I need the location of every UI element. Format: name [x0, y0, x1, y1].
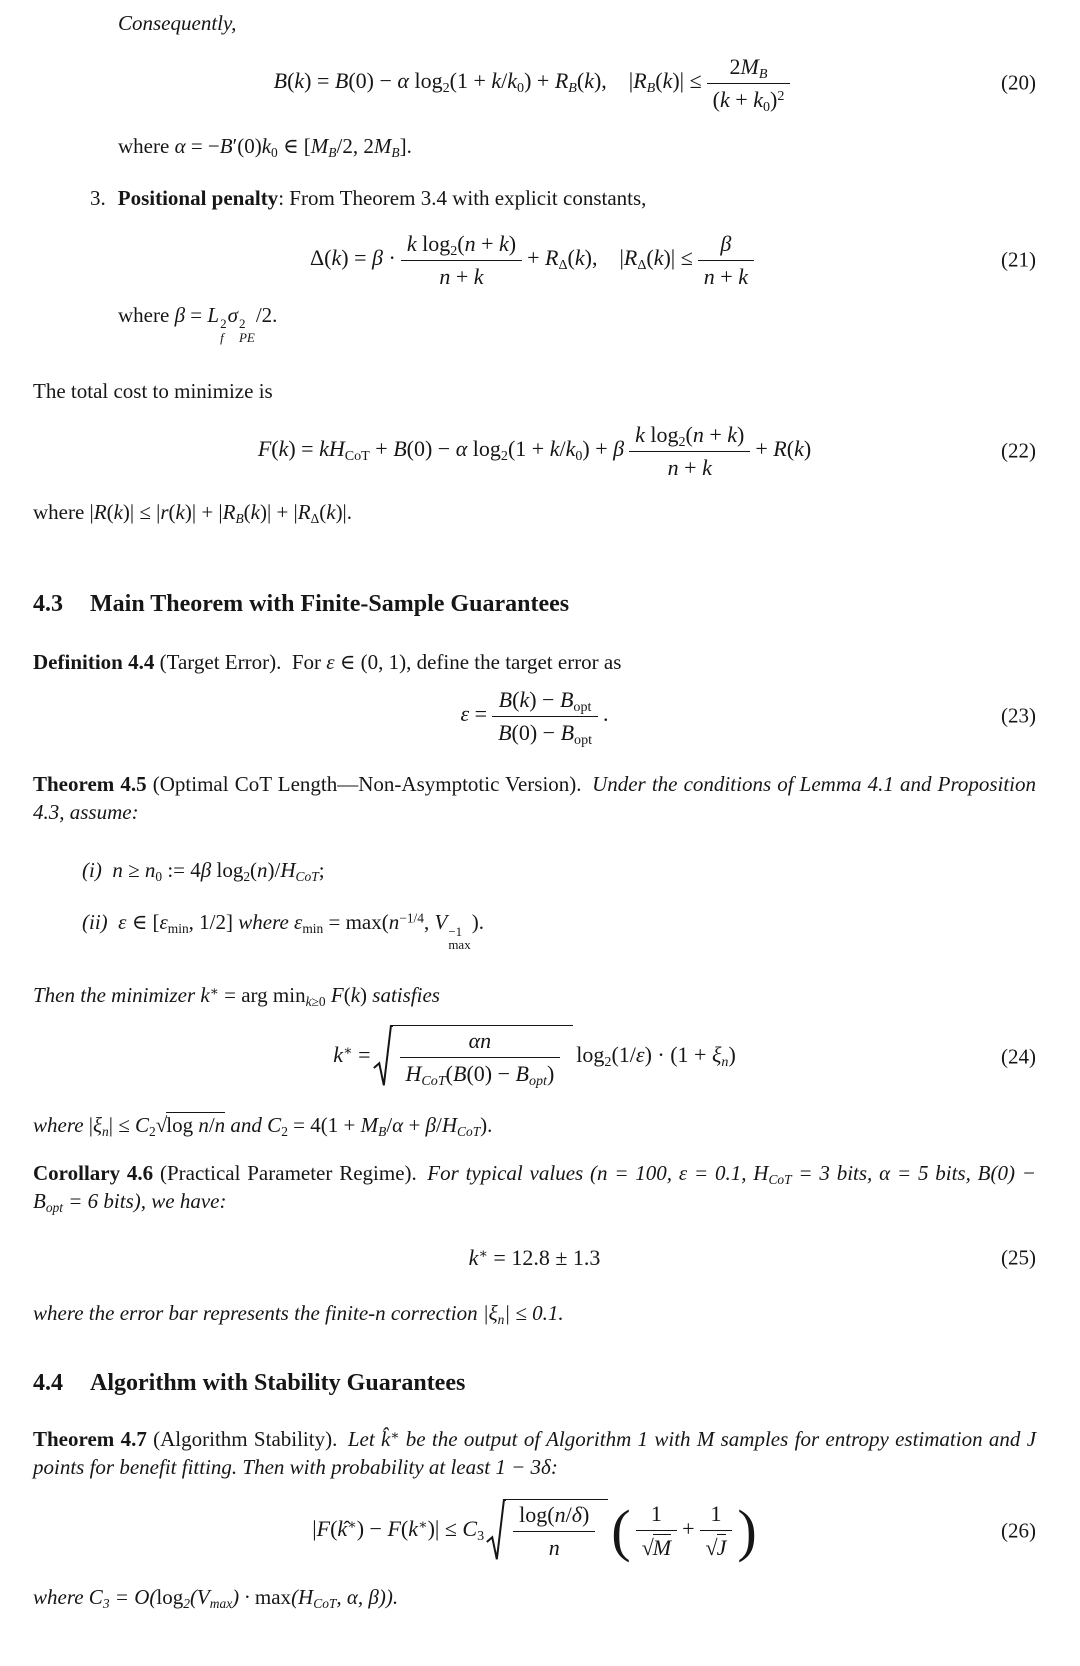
equation-number: (23)	[1001, 703, 1036, 728]
paragraph-then-minimizer: Then the minimizer k∗ = arg $\min_{k\ge 0} F(k)$ satisfies	[33, 982, 440, 1009]
fraction	[401, 231, 522, 290]
equation-26	[33, 1499, 1036, 1562]
paragraph-definition-4-4	[33, 649, 1036, 677]
fraction-denominator: $(k + k_0)^2$	[707, 83, 791, 113]
paragraph-consequently: Consequently,	[118, 11, 237, 35]
equation-25	[33, 1244, 1036, 1273]
equation-23	[33, 687, 1036, 746]
list-item-3	[90, 185, 1036, 213]
square-root	[373, 1025, 574, 1088]
math-run: .	[603, 701, 609, 727]
math-run: B(k) = B(0) − α $\log_2(1 + k/k_0) + R_B(k)$, $|R_B(k)|$ ≤	[273, 68, 702, 97]
fraction-numerator: αn	[468, 1028, 492, 1054]
section-number: 4.4	[33, 1369, 63, 1396]
math-run: $\log_2(1/\varepsilon) \cdot (1 + \xi_n)$	[576, 1041, 736, 1070]
fraction	[400, 1028, 561, 1090]
list-item-label: Positional penalty	[117, 185, 279, 210]
math-run: + R(k)	[755, 436, 812, 462]
right-paren: )	[737, 1497, 757, 1563]
square-root	[486, 1499, 608, 1562]
corollary-body: For typical values (n = 100, ε = 0.1, $H_{CoT} = 3$ bits, α = 5 bits, $B(0) - B_{opt} = 6$ bits), we have:	[33, 1161, 1036, 1215]
fraction	[700, 1501, 733, 1561]
fraction-denominator: $H_{CoT}(B(0) - B_{opt})$	[400, 1057, 561, 1087]
fraction	[513, 1502, 595, 1561]
equation-22	[33, 422, 1036, 481]
fraction	[707, 54, 791, 113]
equation-number: (20)	[1001, 70, 1036, 95]
theorem-body: Let k̂∗ be the output of Algorithm 1 with M samples for entropy estimation and J points for benefit fitting. Then with probability at least 1 − 3δ:	[33, 1426, 1037, 1479]
equation-25-body: k∗ = 12.8 ± 1.3	[468, 1245, 601, 1271]
fraction-denominator: n	[513, 1531, 595, 1561]
corollary-head: Corollary 4.6	[33, 1161, 154, 1186]
math-run: $|F(k^∗) - F(k^∗)| \le C_3$	[312, 1515, 485, 1544]
paragraph-total-cost: The total cost to minimize is	[33, 378, 273, 403]
paragraph-corollary-4-6	[33, 1160, 1036, 1216]
theorem-paren: (Optimal CoT Length—Non-Asymptotic Version).	[146, 772, 593, 797]
math-run: $F(k) = kH_{CoT} + B(0) - \alpha$ $\log_2(1 + k/k_0) + \beta$	[257, 436, 625, 465]
section-title: Main Theorem with Finite-Sample Guarantees	[90, 590, 570, 617]
paragraph-where-error-bar: where the error bar represents the finite-n correction $|\xi_n| \le 0.1$.	[33, 1300, 564, 1327]
fraction-denominator: n + k	[698, 260, 754, 290]
equation-number: (25)	[1001, 1245, 1036, 1270]
fraction-denominator: √M	[636, 1530, 677, 1561]
assumption-item-ii: (ii) ε ∈ [$\varepsilon_{min}$, 1/2] where $\varepsilon_{min} = \max(n^{-1/4}$, V −1 max ).	[82, 910, 484, 953]
math-run: +	[682, 1515, 695, 1541]
fraction-numerator: $2M_B$	[729, 53, 768, 82]
fraction-numerator: log(n/δ)	[519, 1502, 590, 1528]
equation-number: (22)	[1001, 438, 1036, 463]
fraction	[629, 422, 750, 481]
theorem-paren: (Algorithm Stability).	[146, 1426, 348, 1451]
equation-21-body	[310, 230, 759, 289]
fraction-denominator: n + k	[401, 260, 522, 290]
theorem-head: Theorem 4.5	[33, 772, 147, 797]
equation-number: (26)	[1001, 1518, 1036, 1543]
list-item-text: : From Theorem 3.4 with explicit constants,	[278, 185, 647, 210]
paragraph-where-xi: where $|\xi_n| \le C_2√\log$ n/n and $C_2 = 4(1 + M_B/\alpha + \beta/H_{CoT})$.	[33, 1113, 493, 1140]
paragraph-where-c3: where $C_3 = O(\log_2(V_{max}) \cdot \max(H_{CoT}$, α, β)).	[33, 1585, 399, 1612]
definition-head: Definition 4.4	[33, 649, 155, 674]
equation-23-body	[460, 686, 609, 748]
fraction-numerator: 1	[650, 1500, 662, 1526]
theorem-head: Theorem 4.7	[33, 1426, 147, 1451]
fraction-numerator: k $\log_2(n + k)$	[635, 421, 745, 450]
radical-icon	[373, 1025, 393, 1088]
assumption-item-i: (i) $n \ge n_0$ := 4β $\log_2(n)/H_{CoT}$;	[82, 858, 325, 885]
section-number: 4.3	[33, 590, 63, 617]
corollary-paren: (Practical Parameter Regime).	[153, 1161, 428, 1186]
math-run: k∗ =	[333, 1041, 371, 1067]
paragraph-theorem-4-7	[33, 1426, 1036, 1482]
fraction-numerator: k $\log_2(n + k)$	[406, 230, 517, 259]
fraction-denominator: $B(0) - B_{opt}$	[492, 716, 598, 746]
equation-24	[33, 1025, 1036, 1088]
list-item-number: 3.	[90, 185, 106, 210]
definition-text: (Target Error). For ε ∈ (0, 1), define the target error as	[154, 649, 622, 674]
equation-20-body	[273, 53, 796, 115]
radical-icon	[486, 1499, 506, 1562]
paragraph-where-alpha: where $\alpha = -B'(0)k_0$ ∈ [$M_B/2$, $2M_B$].	[118, 133, 412, 160]
paragraph-theorem-4-5	[33, 771, 1036, 827]
fraction	[492, 687, 598, 746]
fraction-numerator: $B(k) - B_{opt}$	[498, 686, 592, 715]
fraction	[698, 231, 754, 290]
theorem-body: Under the conditions of Lemma 4.1 and Proposition 4.3, assume:	[33, 772, 1037, 825]
fraction-numerator: 1	[710, 1500, 722, 1526]
equation-21	[33, 231, 1036, 290]
radicand	[506, 1499, 608, 1562]
fraction-denominator: n + k	[629, 451, 750, 481]
paragraph-where-r: where $|R(k)| \le |r(k)| + |R_B(k)| + |R_\Delta(k)|$.	[33, 499, 353, 526]
math-run: + $R_\Delta(k)$, $|R_\Delta(k)|$ ≤	[527, 245, 693, 274]
paragraph-where-beta: where β = L 2 f σ 2 PE /2.	[118, 302, 278, 345]
section-heading-4-3	[33, 589, 1036, 619]
math-run: Δ(k) = β ·	[310, 245, 396, 271]
radicand	[393, 1025, 574, 1088]
fraction-numerator: β	[720, 230, 732, 256]
section-title: Algorithm with Stability Guarantees	[90, 1369, 466, 1396]
fraction	[636, 1501, 677, 1561]
equation-number: (24)	[1001, 1044, 1036, 1069]
equation-number: (21)	[1001, 247, 1036, 272]
equation-20	[33, 54, 1036, 113]
math-run: ε =	[460, 701, 488, 727]
equation-22-body	[257, 421, 812, 480]
section-heading-4-4	[33, 1368, 1036, 1398]
fraction-denominator: √J	[700, 1530, 733, 1561]
left-paren: (	[611, 1497, 631, 1563]
